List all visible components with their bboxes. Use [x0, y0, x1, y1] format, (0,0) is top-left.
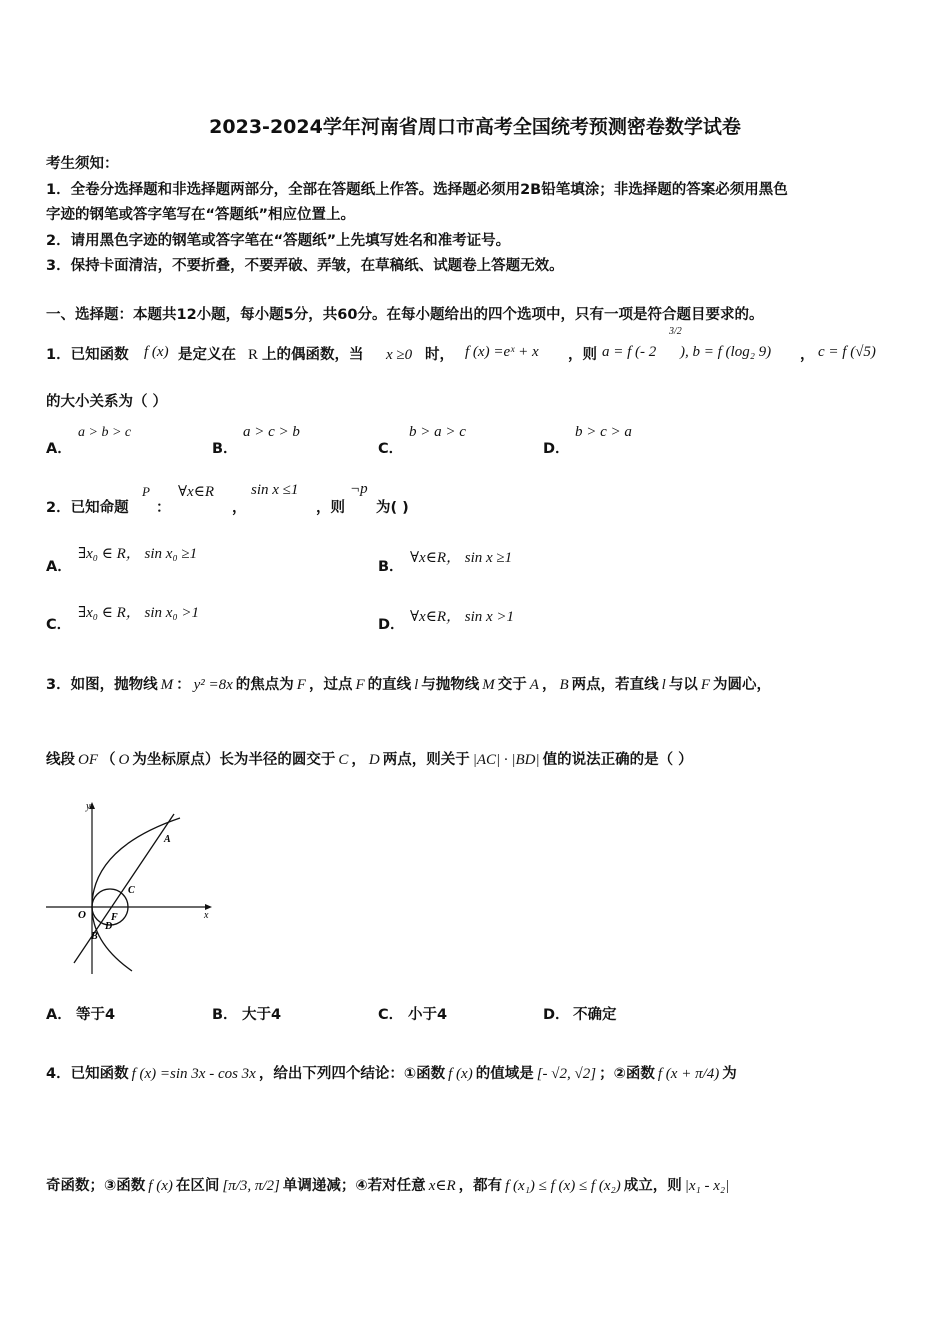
text-segment: 单调递减；④若对任意 — [282, 1178, 426, 1194]
q1-number: 1．已知函数 — [46, 347, 129, 363]
text-segment: ，过点 — [308, 677, 353, 693]
math-segment: f (x) — [148, 1178, 173, 1194]
q2-comma: ， — [232, 500, 247, 516]
math-segment: OF — [78, 752, 98, 768]
math-segment: O — [118, 752, 130, 768]
q3-option-d-text[interactable]: 不确定 — [573, 1007, 617, 1023]
text-segment: 为圆心， — [712, 677, 771, 693]
q1-b-def: ), b = f (log₂ 9) — [680, 344, 772, 360]
math-segment: l — [414, 677, 419, 693]
notice-heading: 考生须知： — [46, 156, 119, 172]
text-segment: ： — [176, 677, 191, 693]
math-segment: x∈R — [428, 1178, 456, 1194]
figure-label-d: D — [105, 921, 113, 932]
figure-label-f: F — [111, 912, 118, 923]
text-segment: ， — [541, 677, 557, 693]
q1-text-1: 是定义在 — [178, 347, 236, 363]
section-heading: 一、选择题：本题共12小题，每小题5分，共60分。在每小题给出的四个选项中，只有一项是符合题目要求的。 — [46, 307, 764, 323]
parabola-figure — [44, 798, 216, 976]
q2-option-a-label[interactable]: A． — [46, 559, 72, 575]
q1-fx: f (x) — [144, 344, 169, 360]
q1-option-b-text[interactable]: a > c > b — [243, 424, 300, 440]
q1-function: f (x) =eˣ + x — [465, 344, 539, 360]
notice-item-1-line-1: 1．全卷分选择题和非选择题两部分，全部在答题纸上作答。选择题必须用2B铅笔填涂；非选择题的答案必须用黑色 — [46, 182, 788, 198]
text-segment: 线段 — [46, 752, 75, 768]
q2-number: 2．已知命题 — [46, 500, 129, 516]
q1-option-c-label[interactable]: C． — [378, 441, 404, 457]
math-segment: F — [700, 677, 710, 693]
text-segment: 值的说法正确的是（ ） — [542, 752, 693, 768]
math-segment: B — [559, 677, 569, 693]
q3-option-b-label[interactable]: B． — [212, 1007, 238, 1023]
q2-sin: sin x ≤1 — [251, 482, 299, 498]
text-segment: 的焦点为 — [235, 677, 294, 693]
text-segment: 的值域是 — [475, 1066, 534, 1082]
q2-end: 为( ) — [376, 500, 409, 516]
q2-option-b-label[interactable]: B． — [378, 559, 404, 575]
figure-label-a: A — [164, 834, 171, 845]
q2-option-b-text[interactable]: ∀x∈R， sin x ≥1 — [410, 550, 513, 566]
text-segment: 3．如图，抛物线 — [46, 677, 158, 693]
text-segment: 成立，则 — [623, 1178, 682, 1194]
q3-line-2 — [46, 748, 693, 769]
q1-option-a-label[interactable]: A． — [46, 441, 72, 457]
q2-option-c-text[interactable]: ∃x₀ ∈ R， sin x₀ >1 — [78, 605, 200, 621]
text-segment: ；②函数 — [599, 1066, 655, 1082]
q1-a-def: a = f (- 2 — [602, 344, 657, 360]
q2-proposition: P — [142, 484, 150, 499]
figure-label-b: B — [91, 931, 98, 942]
page-title: 2023-2024学年河南省周口市高考全国统考预测密卷数学试卷 — [209, 116, 741, 138]
math-segment: C — [338, 752, 349, 768]
math-segment: M — [482, 677, 495, 693]
notice-item-3: 3．保持卡面清洁，不要折叠，不要弄破、弄皱，在草稿纸、试题卷上答题无效。 — [46, 258, 564, 274]
notice-item-1-line-2: 字迹的钢笔或答字笔写在“答题纸”相应位置上。 — [46, 207, 356, 223]
math-segment: |AC| · |BD| — [472, 752, 540, 768]
math-segment: f (x) =sin 3x - cos 3x — [131, 1066, 256, 1082]
line-l — [74, 814, 174, 963]
math-segment: f (x + π/4) — [657, 1066, 720, 1082]
math-segment: f (x₁) ≤ f (x) ≤ f (x₂) — [505, 1178, 621, 1194]
math-segment: M — [160, 677, 174, 693]
q1-domain: R — [248, 347, 259, 363]
q2-colon: ： — [156, 500, 171, 516]
math-segment: F — [296, 677, 306, 693]
q2-option-a-text[interactable]: ∃x₀ ∈ R， sin x₀ ≥1 — [78, 546, 198, 562]
q1-text-3: 时， — [425, 347, 454, 363]
q1-line-2: 的大小关系为（ ） — [46, 394, 168, 410]
q1-text-2: 上的偶函数，当 — [262, 347, 364, 363]
q1-comma: ， — [800, 347, 815, 363]
q1-c-def: c = f (√5) — [818, 344, 876, 360]
q2-option-d-label[interactable]: D． — [378, 617, 405, 633]
figure-label-c: C — [128, 885, 135, 896]
text-segment: ，都有 — [458, 1178, 503, 1194]
text-segment: 在区间 — [175, 1178, 220, 1194]
q1-option-c-text[interactable]: b > a > c — [409, 424, 466, 440]
math-segment: f (x) — [448, 1066, 473, 1082]
q1-a-exponent: 3/2 — [669, 326, 682, 337]
text-segment: 与以 — [668, 677, 698, 693]
text-segment: 为坐标原点）长为半径的圆交于 — [132, 752, 336, 768]
math-segment: A — [529, 677, 539, 693]
q2-not-p: ¬p — [350, 481, 368, 497]
q1-option-d-text[interactable]: b > c > a — [575, 424, 632, 440]
math-segment: D — [368, 752, 380, 768]
q2-option-d-text[interactable]: ∀x∈R， sin x >1 — [410, 609, 515, 625]
q1-condition: x ≥0 — [386, 347, 413, 363]
math-segment: F — [355, 677, 365, 693]
q1-option-b-label[interactable]: B． — [212, 441, 238, 457]
text-segment: 的直线 — [367, 677, 412, 693]
math-segment: l — [661, 677, 666, 693]
text-segment: 4．已知函数 — [46, 1066, 129, 1082]
q1-option-a-text[interactable]: a > b > c — [78, 425, 132, 440]
q3-option-c-label[interactable]: C． — [378, 1007, 404, 1023]
math-segment: y² =8x — [193, 677, 233, 693]
text-segment: （ — [101, 752, 116, 768]
q2-option-c-label[interactable]: C． — [46, 617, 72, 633]
notice-item-2: 2．请用黑色字迹的钢笔或答字笔在“答题纸”上先填写姓名和准考证号。 — [46, 233, 511, 249]
q4-line-2 — [46, 1174, 732, 1195]
q2-then: ，则 — [316, 500, 345, 516]
q4-line-1 — [46, 1062, 737, 1083]
q3-option-d-label[interactable]: D． — [543, 1007, 570, 1023]
text-segment: 两点，若直线 — [571, 677, 659, 693]
q1-text-4: ，则 — [568, 347, 597, 363]
q3-line-1 — [46, 673, 771, 694]
figure-label-y: y — [86, 801, 91, 812]
text-segment: ，给出下列四个结论：①函数 — [258, 1066, 446, 1082]
q1-option-d-label[interactable]: D． — [543, 441, 570, 457]
text-segment: 奇函数；③函数 — [46, 1178, 146, 1194]
q3-option-a-label[interactable]: A． — [46, 1007, 72, 1023]
q3-option-c-text[interactable]: 小于4 — [408, 1007, 448, 1023]
q2-forall: ∀x∈R — [178, 484, 214, 500]
math-segment: [π/3, π/2] — [222, 1178, 280, 1194]
q3-option-b-text[interactable]: 大于4 — [242, 1007, 282, 1023]
math-segment: [- √2, √2] — [536, 1066, 597, 1082]
figure-label-o: O — [78, 909, 86, 921]
q3-option-a-text[interactable]: 等于4 — [76, 1007, 116, 1023]
text-segment: 为 — [722, 1066, 737, 1082]
text-segment: 两点，则关于 — [382, 752, 470, 768]
figure-label-x: x — [204, 910, 209, 921]
math-segment: |x₁ - x₂| — [684, 1178, 730, 1194]
text-segment: ， — [351, 752, 366, 768]
text-segment: 与抛物线 — [421, 677, 480, 693]
text-segment: 交于 — [497, 677, 527, 693]
